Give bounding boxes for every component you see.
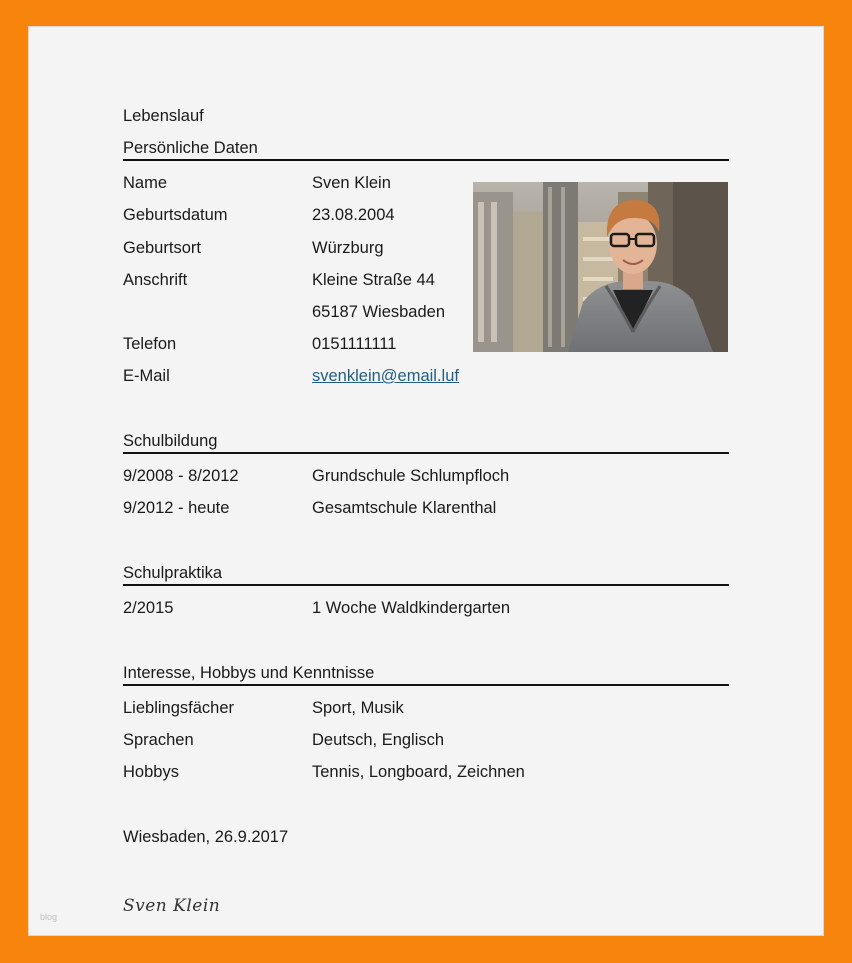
label-favorite-subjects: Lieblingsfächer (123, 699, 234, 717)
label-languages: Sprachen (123, 731, 194, 749)
document-title: Lebenslauf (123, 107, 204, 125)
profile-photo (473, 182, 728, 352)
value-city: 65187 Wiesbaden (312, 303, 446, 321)
section-divider (123, 159, 729, 161)
section-divider (123, 584, 729, 586)
label-name: Name (123, 174, 168, 192)
internship-date: 2/2015 (123, 599, 174, 617)
label-hobbies: Hobbys (123, 763, 179, 781)
label-email: E-Mail (123, 367, 170, 385)
school-period-1: 9/2008 - 8/2012 (123, 467, 239, 485)
label-address: Anschrift (123, 271, 188, 289)
value-street: Kleine Straße 44 (312, 271, 435, 289)
email-link[interactable]: svenklein@email.luf (312, 367, 459, 385)
school-period-2: 9/2012 - heute (123, 499, 230, 517)
value-name: Sven Klein (312, 174, 391, 192)
value-birthdate: 23.08.2004 (312, 206, 395, 224)
cv-page (28, 26, 824, 936)
school-name-1: Grundschule Schlumpfloch (312, 467, 510, 485)
value-phone: 0151111111 (312, 335, 397, 353)
value-birthplace: Würzburg (312, 239, 384, 257)
section-heading-internships: Schulpraktika (123, 564, 223, 582)
label-birthplace: Geburtsort (123, 239, 201, 257)
section-heading-personal: Persönliche Daten (123, 139, 258, 157)
watermark: blog (40, 912, 58, 922)
section-divider (123, 452, 729, 454)
label-phone: Telefon (123, 335, 177, 353)
value-favorite-subjects: Sport, Musik (312, 699, 404, 717)
section-divider (123, 684, 729, 686)
place-date: Wiesbaden, 26.9.2017 (123, 828, 289, 846)
value-hobbies: Tennis, Longboard, Zeichnen (312, 763, 525, 781)
school-name-2: Gesamtschule Klarenthal (312, 499, 497, 517)
section-heading-school: Schulbildung (123, 432, 218, 450)
internship-description: 1 Woche Waldkindergarten (312, 599, 511, 617)
section-heading-interests: Interesse, Hobbys und Kenntnisse (123, 664, 375, 682)
label-birthdate: Geburtsdatum (123, 206, 228, 224)
value-languages: Deutsch, Englisch (312, 731, 445, 749)
signature: Sven Klein (123, 896, 221, 916)
